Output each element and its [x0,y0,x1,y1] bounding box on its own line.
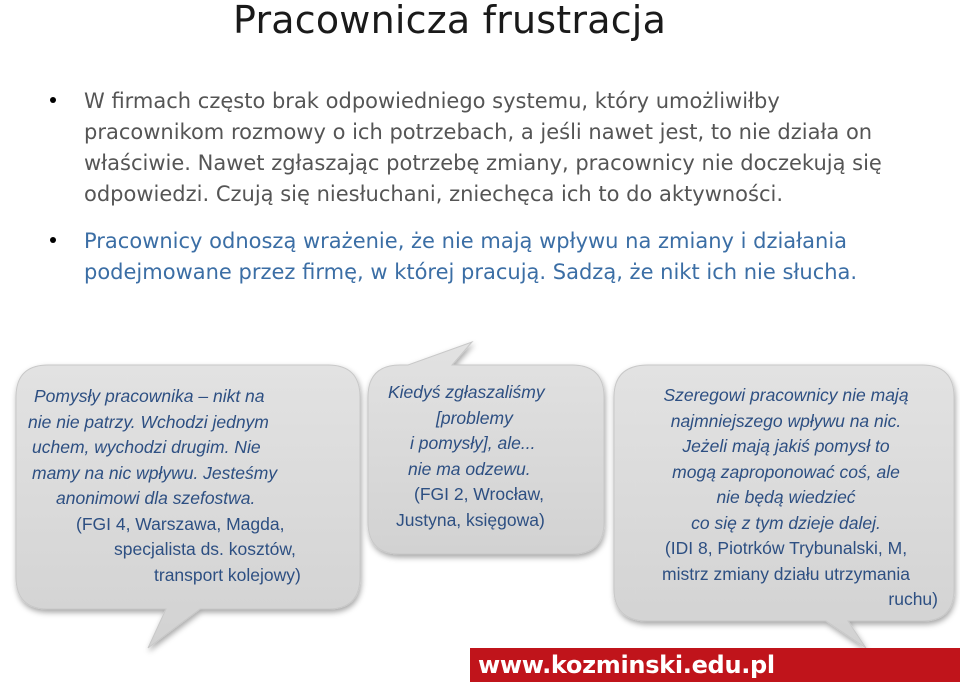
quote-text-right [616,383,956,613]
quote-text-left [18,384,358,588]
bullet-line: podejmowane przez firmę, w której pracują. Sadzą, że nikt ich nie słucha. [84,260,858,284]
bullet-line: odpowiedzi. Czują się niesłuchani, zniechęca ich to do aktywności. [84,182,784,206]
quote-line: uchem, wychodzi drugim. Nie [32,437,261,457]
quote-line: anonimowi dla szefostwa. [56,488,256,508]
quote-line: specjalista ds. kosztów, [114,539,296,559]
quote-line: mogą zaproponować coś, ale [672,461,900,482]
footer-url-link[interactable]: www.kozminski.edu.pl [478,651,775,679]
quote-line: ruchu) [888,589,938,609]
quote-line: (IDI 8, Piotrków Trybunalski, M, [664,538,908,558]
quote-line: nie nie patrzy. Wchodzi jednym [28,411,269,432]
quote-line: nie będą wiedzieć [716,487,856,507]
quote-line: Szeregowi pracownicy nie mają [663,385,909,405]
quote-line: mamy na nic wpływu. Jesteśmy [32,462,278,483]
bullet-line: właściwie. Nawet zgłaszając potrzebę zmiany, pracownicy nie doczekują się [84,151,882,175]
quote-line: i pomysły], ale... [410,433,536,453]
quote-line: (FGI 4, Warszawa, Magda, [76,513,285,534]
quote-line: nie ma odzewu. [408,458,531,479]
quote-line: co się z tym dzieje dalej. [691,512,881,533]
quote-line: Kiedyś zgłaszaliśmy [388,382,545,402]
quote-line: (FGI 2, Wrocław, [414,484,544,504]
bullet-line: Pracownicy odnoszą wrażenie, że nie mają wpływu na zmiany i działania [84,229,848,253]
quote-line: najmniejszego wpływu na nic. [670,410,902,431]
slide-title: Pracownicza frustracja [233,0,667,42]
quote-text-center [370,380,602,533]
bullet-line: pracownikom rozmowy o ich potrzebach, a jeśli nawet jest, to nie działa on [84,120,873,144]
quote-line: mistrz zmiany działu utrzymania [662,563,910,584]
quote-line: Pomysły pracownika – nikt na [34,386,265,406]
quote-line: transport kolejowy) [154,564,301,585]
quote-line: [problemy [436,407,513,428]
quote-line: Justyna, księgowa) [396,509,545,530]
quote-line: Jeżeli mają jakiś pomysł to [682,436,890,456]
bullet-line: W firmach często brak odpowiedniego systemu, który umożliwiłby [84,89,780,113]
